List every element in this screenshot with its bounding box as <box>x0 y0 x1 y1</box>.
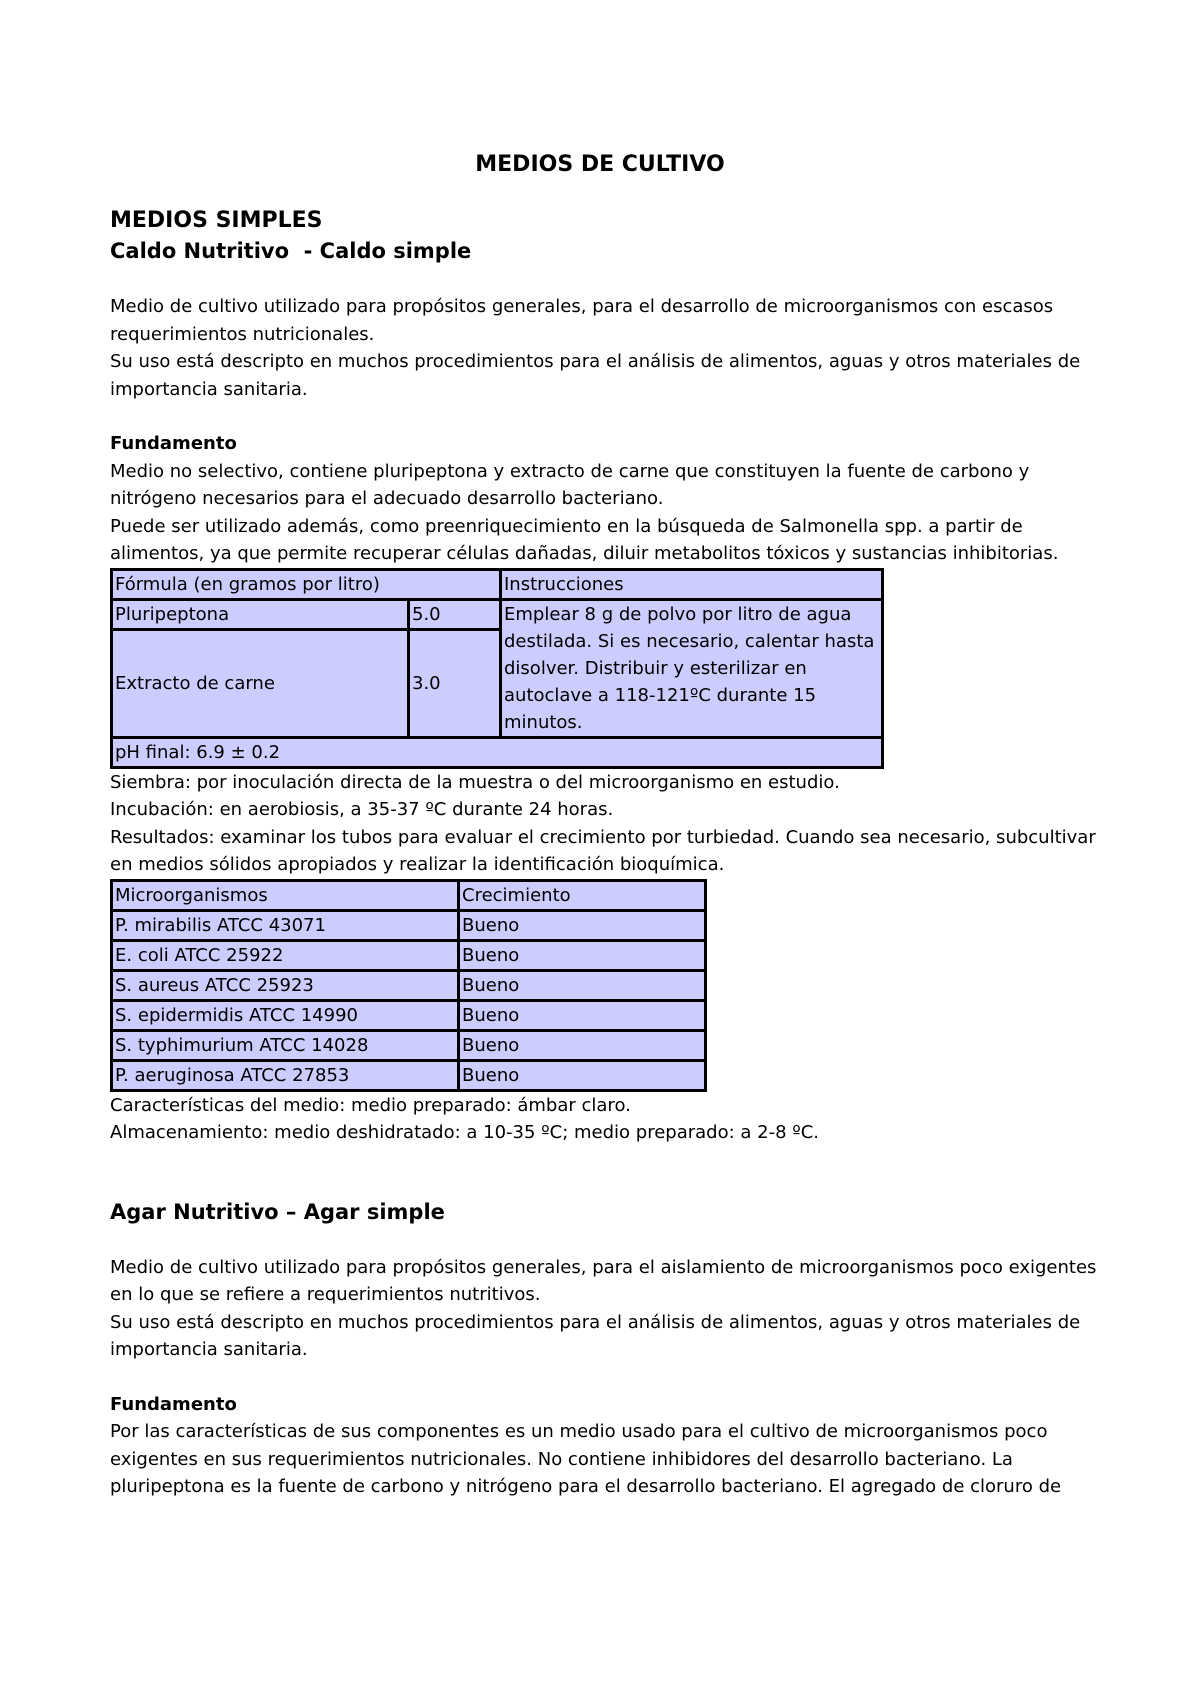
micro-name: S. epidermidis ATCC 14990 <box>112 1000 459 1030</box>
section-heading: MEDIOS SIMPLES <box>110 208 323 233</box>
micro-growth: Bueno <box>459 940 706 970</box>
instructions-header: Instrucciones <box>501 569 883 599</box>
micro-growth: Bueno <box>459 970 706 1000</box>
document-page <box>110 140 1110 1501</box>
ingredient-name: Extracto de carne <box>112 629 409 737</box>
caldo-intro-1: Medio de cultivo utilizado para propósitos generales, para el desarrollo de microorganismos con escasos requerimientos nutricionales. <box>110 296 1054 345</box>
agar-fundamento-1: Por las características de sus componentes es un medio usado para el cultivo de microorganismos poco exigentes en sus requerimientos nutricionales. No contiene inhibidores del desarrollo bacteriano. La pluripeptona es la fuente de carbono y nitrógeno para el desarrollo bacteriano. El agregado de cloruro de <box>110 1421 1062 1497</box>
caldo-heading: Caldo Nutritivo - Caldo simple <box>110 239 472 263</box>
micro-growth: Bueno <box>459 910 706 940</box>
micro-name: P. mirabilis ATCC 43071 <box>112 910 459 940</box>
micro-name: S. typhimurium ATCC 14028 <box>112 1030 459 1060</box>
spacer <box>110 1227 1110 1254</box>
caracteristicas-text: Características del medio: medio preparado: ámbar claro. <box>110 1094 631 1116</box>
caldo-intro-2: Su uso está descripto en muchos procedimientos para el análisis de alimentos, aguas y otros materiales de importancia sanitaria. <box>110 351 1081 400</box>
table-row <box>112 1030 706 1060</box>
incubacion-text: Incubación: en aerobiosis, a 35-37 ºC durante 24 horas. <box>110 799 614 820</box>
spacer <box>110 1364 1110 1391</box>
table-row <box>112 1060 706 1090</box>
growth-header: Crecimiento <box>459 880 706 910</box>
ingredient-value: 3.0 <box>409 629 501 737</box>
formula-table <box>110 568 884 769</box>
table-row <box>112 910 706 940</box>
spacer <box>110 403 1110 430</box>
micro-header: Microorganismos <box>112 880 459 910</box>
micro-growth: Bueno <box>459 1000 706 1030</box>
siembra-text: Siembra: por inoculación directa de la muestra o del microorganismo en estudio. <box>110 771 840 793</box>
micro-name: E. coli ATCC 25922 <box>112 940 459 970</box>
micro-growth: Bueno <box>459 1030 706 1060</box>
document-title: MEDIOS DE CULTIVO <box>475 152 725 177</box>
agar-fundamento-label: Fundamento <box>110 1393 237 1415</box>
formula-header: Fórmula (en gramos por litro) <box>112 569 501 599</box>
table-row <box>112 970 706 1000</box>
caldo-fundamento-label: Fundamento <box>110 433 237 454</box>
almacenamiento-text: Almacenamiento: medio deshidratado: a 10-35 ºC; medio preparado: a 2-8 ºC. <box>110 1122 820 1143</box>
microorganisms-table <box>110 879 707 1092</box>
micro-name: P. aeruginosa ATCC 27853 <box>112 1060 459 1090</box>
micro-name: S. aureus ATCC 25923 <box>112 970 459 1000</box>
ingredient-value: 5.0 <box>409 599 501 629</box>
resultados-text: Resultados: examinar los tubos para evaluar el crecimiento por turbiedad. Cuando sea necesario, subcultivar en medios sólidos apropiados y realizar la identificación bioquímica. <box>110 826 1096 875</box>
micro-growth: Bueno <box>459 1060 706 1090</box>
spacer <box>110 266 1110 293</box>
agar-intro-2: Su uso está descripto en muchos procedimientos para el análisis de alimentos, aguas y otros materiales de importancia sanitaria. <box>110 1311 1081 1360</box>
caldo-fundamento-2: Puede ser utilizado además, como preenriquecimiento en la búsqueda de Salmonella spp. a partir de alimentos, ya que permite recuperar células dañadas, diluir metabolitos tóxicos y sustancias inhibitorias. <box>110 515 1059 564</box>
ph-final: pH final: 6.9 ± 0.2 <box>112 737 883 767</box>
instructions-text: Emplear 8 g de polvo por litro de agua destilada. Si es necesario, calentar hasta disolver. Distribuir y esterilizar en autoclave a 118-121ºC durante 15 minutos. <box>501 599 883 737</box>
table-row <box>112 940 706 970</box>
table-row <box>112 1000 706 1030</box>
agar-heading: Agar Nutritivo – Agar simple <box>110 1199 445 1224</box>
agar-intro-1: Medio de cultivo utilizado para propósitos generales, para el aislamiento de microorganismos poco exigentes en lo que se refiere a requerimientos nutritivos. <box>110 1256 1097 1305</box>
caldo-fundamento-1: Medio no selectivo, contiene pluripeptona y extracto de carne que constituyen la fuente de carbono y nitrógeno necesarios para el adecuado desarrollo bacteriano. <box>110 460 1030 509</box>
ingredient-name: Pluripeptona <box>112 599 409 629</box>
